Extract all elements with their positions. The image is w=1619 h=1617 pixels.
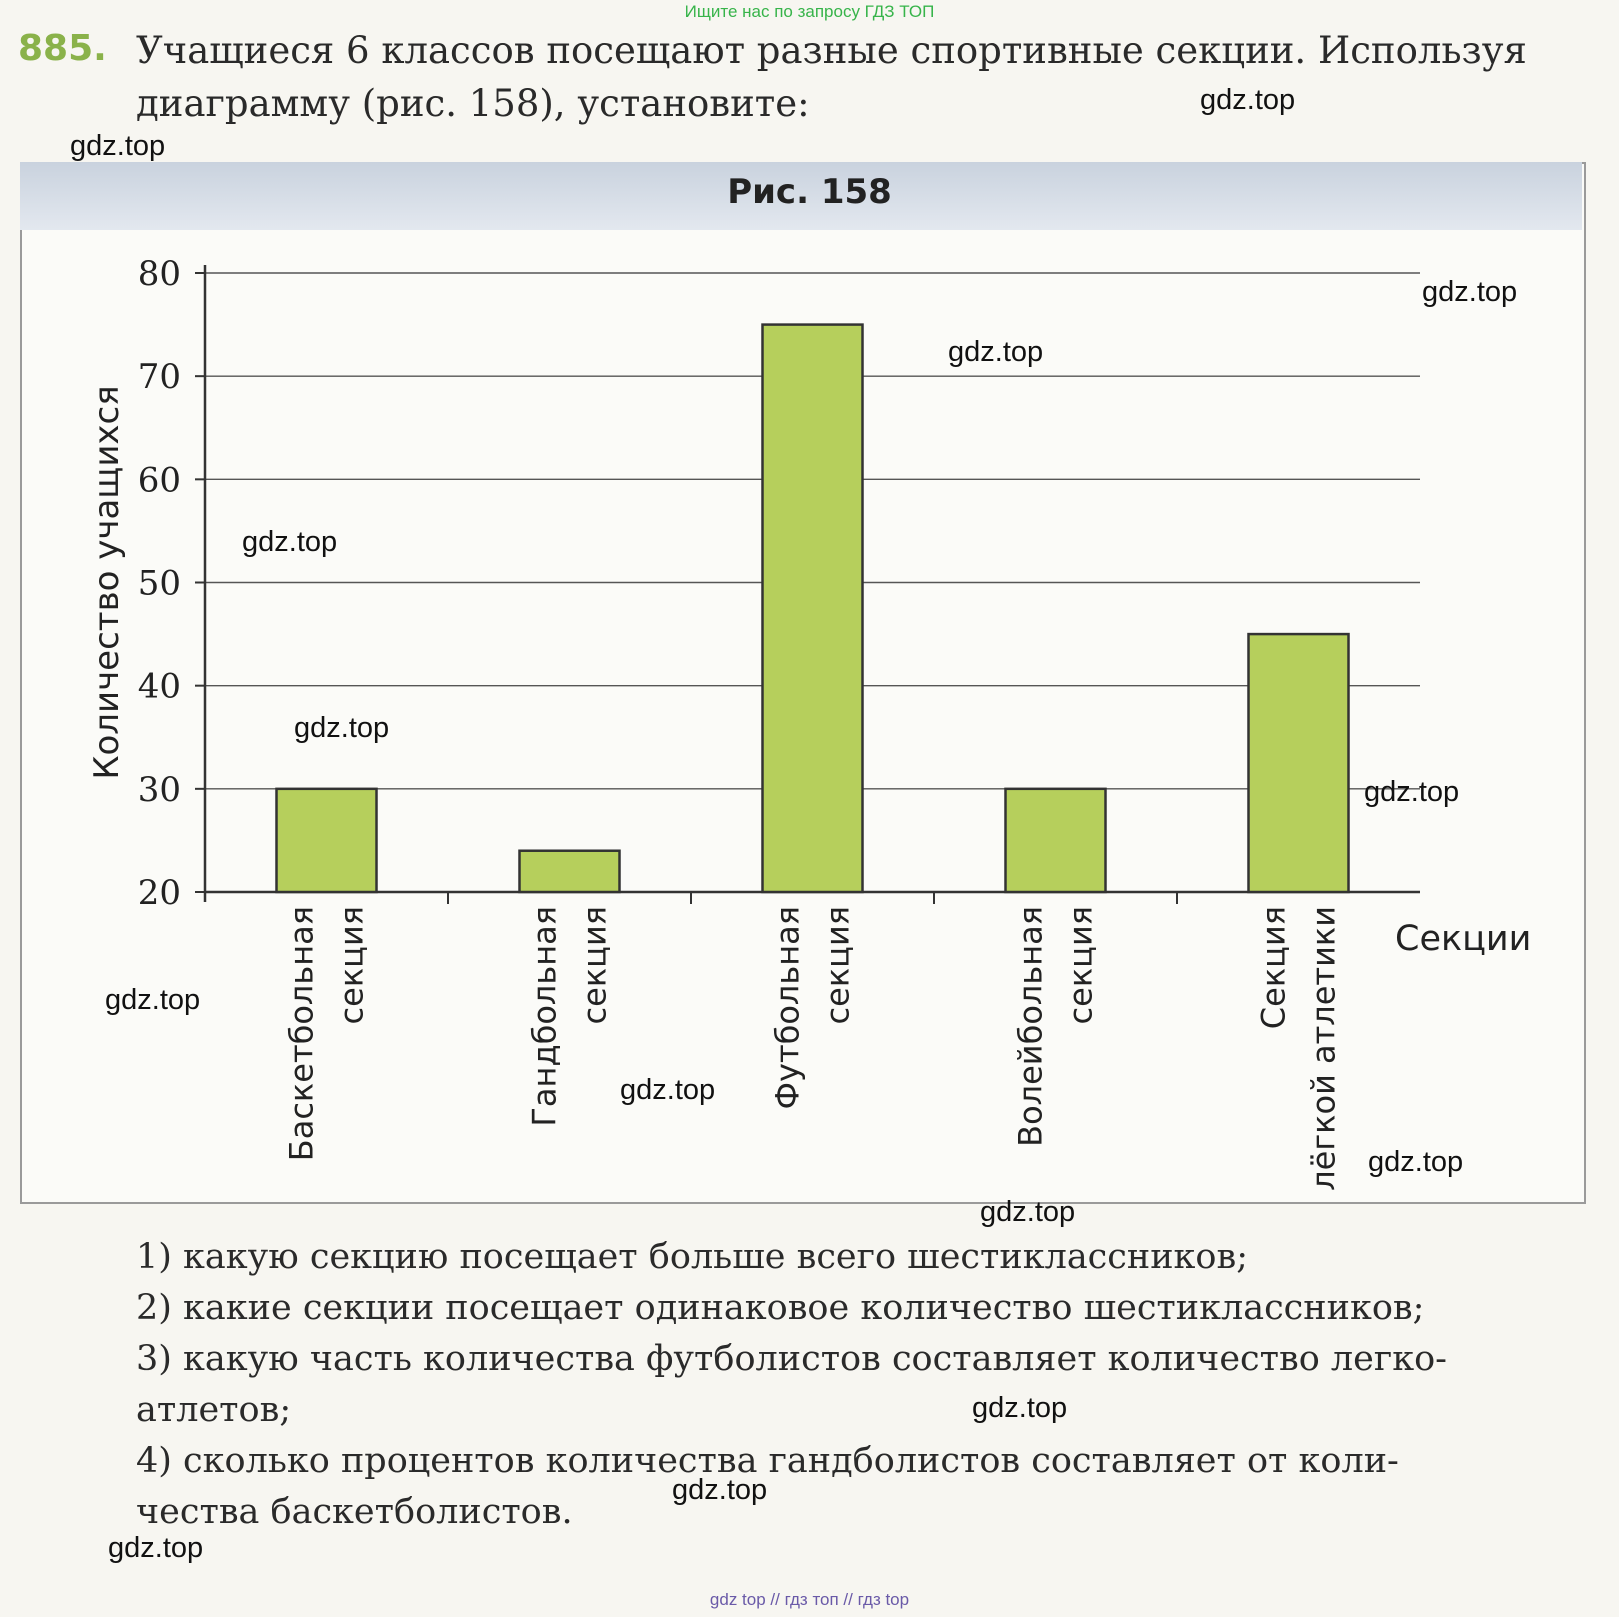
x-axis-title: Секции	[1395, 919, 1532, 959]
question-line: 2) какие секции посещает одинаковое количество шестиклассников;	[136, 1288, 1425, 1328]
watermark: gdz.top	[105, 984, 201, 1016]
y-tick-label: 80	[137, 254, 181, 294]
watermark: gdz.top	[1422, 276, 1518, 308]
x-category-label: Волейбольная	[1011, 906, 1050, 1147]
watermark: gdz.top	[948, 336, 1044, 368]
y-axis-title: Количество учащихся	[87, 385, 127, 780]
question-line: атлетов;	[136, 1390, 292, 1430]
y-tick-label: 40	[137, 666, 181, 707]
watermark: gdz.top	[108, 1532, 204, 1564]
y-tick-label: 60	[137, 460, 181, 501]
x-category-label: секция	[575, 906, 614, 1025]
watermark: gdz.top	[972, 1392, 1068, 1424]
x-category-label: секция	[332, 906, 371, 1025]
y-tick-label: 50	[137, 563, 181, 604]
x-category-label: Футбольная	[768, 906, 807, 1110]
watermark: gdz.top	[980, 1196, 1076, 1228]
task-number: 885.	[18, 28, 107, 69]
x-category-label: лёгкой атлетики	[1304, 906, 1343, 1191]
bar	[1006, 789, 1106, 892]
y-tick-label: 20	[137, 873, 181, 913]
x-category-label: Гандбольная	[525, 906, 564, 1127]
task-text-line-2: диаграмму (рис. 158), установите:	[136, 82, 810, 125]
bar	[520, 851, 620, 892]
watermark: gdz.top	[1200, 84, 1296, 116]
questions-list	[136, 1232, 1586, 1538]
watermark: gdz.top	[620, 1074, 716, 1106]
watermark: gdz.top	[1368, 1146, 1464, 1178]
y-tick-label: 70	[137, 357, 181, 398]
figure-title: Рис. 158	[727, 172, 892, 212]
x-category-label: секция	[818, 906, 857, 1025]
y-tick-label: 30	[137, 769, 181, 810]
question-line: 4) сколько процентов количества гандболистов составляет от коли-	[136, 1441, 1399, 1481]
watermark: gdz.top	[294, 712, 390, 744]
x-category-label: секция	[1061, 906, 1100, 1025]
x-category-label: Баскетбольная	[282, 906, 321, 1162]
question-line: 1) какую секцию посещает больше всего шестиклассников;	[136, 1237, 1248, 1277]
question-line: чества баскетболистов.	[136, 1492, 573, 1532]
footer-links[interactable]: gdz top // гдз топ // гдз top	[709, 1590, 910, 1609]
watermark: gdz.top	[672, 1474, 768, 1506]
top-banner[interactable]: Ищите нас по запросу ГДЗ ТОП	[684, 2, 935, 21]
watermark: gdz.top	[242, 526, 338, 558]
bar	[1249, 634, 1349, 892]
x-category-label: Секция	[1254, 906, 1293, 1030]
bar	[763, 325, 863, 892]
task-text-line-1: Учащиеся 6 классов посещают разные спортивные секции. Используя	[136, 29, 1527, 72]
question-line: 3) какую часть количества футболистов составляет количество легко-	[136, 1339, 1447, 1379]
bar	[277, 789, 377, 892]
watermark: gdz.top	[1364, 776, 1460, 808]
watermark: gdz.top	[70, 130, 166, 162]
